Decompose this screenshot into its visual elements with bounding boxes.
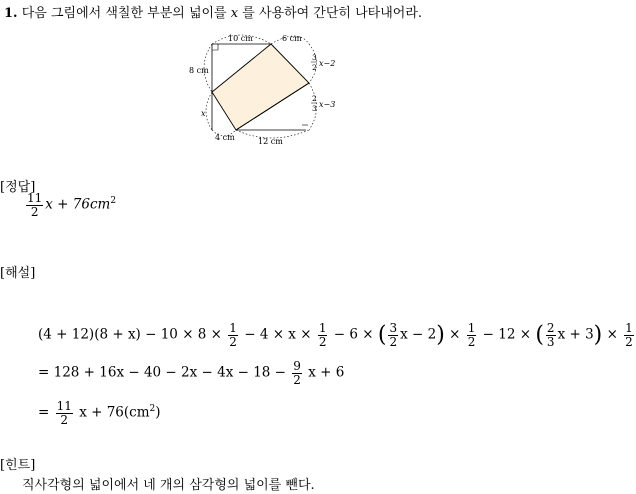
label-bottom-right: 12 cm: [258, 137, 283, 146]
answer-sup: 2: [110, 196, 117, 207]
label-right-top-num: 3: [312, 53, 317, 62]
label-left-top: 8 cm: [189, 66, 209, 75]
solution-line-1: (4 + 12)(8 + x) − 10 × 8 × $\frac{1}{2}$ − 4 × x × $\frac{1}{2}$ − 6 × ( $\frac{3}{2}$ x − 2) × $\frac{1}{2}$ − 12 × ( $\frac{2}{3}$ x + 3) × $\frac{1}{2}$: [38, 321, 633, 349]
geometry-figure: [186, 30, 346, 148]
shaded-quadrilateral: [212, 44, 309, 130]
label-top-right: 6 cm: [282, 34, 302, 43]
solution-line-2: = 128 + 16x − 40 − 2x − 4x − 18 − $\frac{9}{2}$ x + 6: [38, 359, 345, 387]
answer-expression: [24, 192, 116, 218]
label-bottom-left: 4 cm: [215, 133, 235, 142]
label-right-top-rest: x−2: [319, 59, 336, 68]
hint-text: 직사각형의 넓이에서 네 개의 삼각형의 넓이를 뺀다.: [22, 478, 315, 493]
label-right-bottom-rest: x−3: [319, 100, 336, 109]
question-text: 다음 그림에서 색칠한 부분의 넓이를: [21, 6, 227, 21]
solution-heading: [해설]: [0, 266, 36, 281]
answer-rest: x + 76cm: [45, 196, 111, 213]
question-number: 1.: [4, 6, 18, 21]
question-text-after: 를 사용하여 간단히 나타내어라.: [242, 6, 423, 21]
answer-fraction: $\frac{11}{2}$: [27, 191, 43, 219]
right-angle-mark: [212, 44, 218, 50]
label-right-top-den: 2: [312, 63, 317, 72]
question-line: [4, 2, 422, 21]
label-left-bottom: x: [201, 109, 206, 118]
answer-heading: [정답]: [0, 180, 36, 195]
question-variable: x: [230, 6, 239, 21]
label-right-bottom-den: 3: [312, 104, 317, 113]
brace-left-bottom: [206, 92, 212, 130]
label-right-bottom-num: 2: [312, 94, 317, 103]
hint-heading: [힌트]: [0, 458, 36, 473]
solution-line-3: = $\frac{11}{2}$ $x + 76(cm^2)$: [38, 399, 161, 427]
label-top-left: 10 cm: [228, 34, 253, 43]
